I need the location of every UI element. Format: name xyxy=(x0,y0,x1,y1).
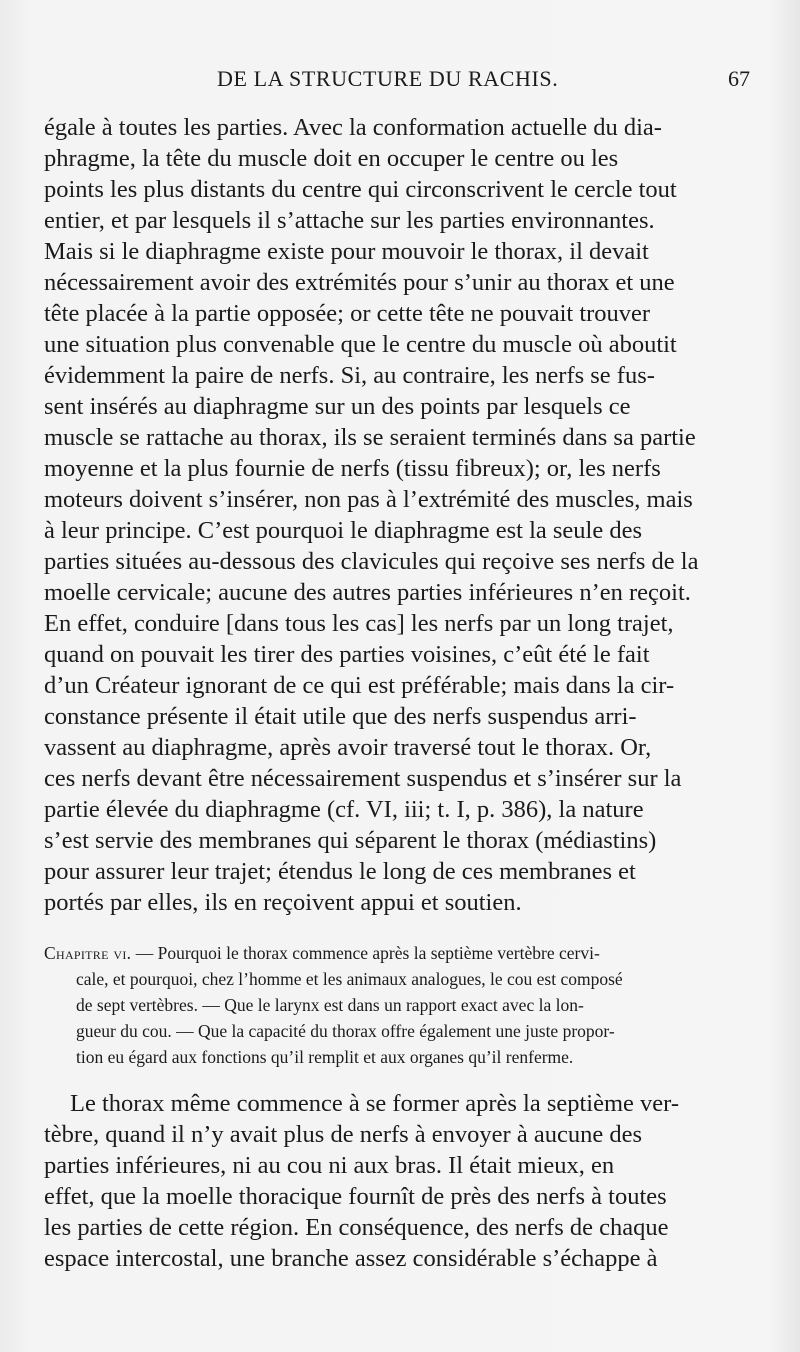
text-line: portés par elles, ils en reçoivent appui et soutien. xyxy=(44,889,522,916)
text-line: sent insérés au diaphragme sur un des points par lesquels ce xyxy=(44,393,631,420)
text-line: points les plus distants du centre qui circonscrivent le cercle tout xyxy=(44,176,677,203)
text-line: muscle se rattache au thorax, ils se seraient terminés dans sa partie xyxy=(44,424,696,451)
text-line: moelle cervicale; aucune des autres parties inférieures n’en reçoit. xyxy=(44,579,691,606)
summary-line: gueur du cou. — Que la capacité du thorax offre également une juste propor- xyxy=(76,1021,615,1041)
summary-line: de sept vertèbres. — Que le larynx est dans un rapport exact avec la lon- xyxy=(76,995,584,1015)
text-line: d’un Créateur ignorant de ce qui est préférable; mais dans la cir- xyxy=(44,672,675,699)
text-line: moteurs doivent s’insérer, non pas à l’extrémité des muscles, mais xyxy=(44,486,693,513)
summary-line: tion eu égard aux fonctions qu’il remplit et aux organes qu’il renferme. xyxy=(76,1047,574,1067)
text-line: à leur principe. C’est pourquoi le diaphragme est la seule des xyxy=(44,517,643,544)
text-line: parties inférieures, ni au cou ni aux bras. Il était mieux, en xyxy=(44,1152,615,1179)
text-line: nécessairement avoir des extrémités pour s’unir au thorax et une xyxy=(44,269,675,296)
text-line: partie élevée du diaphragme (cf. VI, iii; t. I, p. 386), la nature xyxy=(44,796,644,823)
text-line: effet, que la moelle thoracique fournît de près des nerfs à toutes xyxy=(44,1183,667,1210)
text-line: s’est servie des membranes qui séparent le thorax (médiastins) xyxy=(44,827,657,854)
text-line: constance présente il était utile que des nerfs suspendus arri- xyxy=(44,703,637,730)
text-line: entier, et par lesquels il s’attache sur les parties environnantes. xyxy=(44,207,655,234)
chapter-label: Chapitre vi. xyxy=(44,943,132,963)
text-line: tèbre, quand il n’y avait plus de nerfs à envoyer à aucune des xyxy=(44,1121,642,1148)
text-line: phragme, la tête du muscle doit en occuper le centre ou les xyxy=(44,145,619,172)
text-line: évidemment la paire de nerfs. Si, au contraire, les nerfs se fus- xyxy=(44,362,655,389)
text-line: Mais si le diaphragme existe pour mouvoir le thorax, il devait xyxy=(44,238,649,265)
text-line: quand on pouvait les tirer des parties voisines, c’eût été le fait xyxy=(44,641,650,668)
text-line: moyenne et la plus fournie de nerfs (tissu fibreux); or, les nerfs xyxy=(44,455,661,482)
running-title: DE LA STRUCTURE DU RACHIS. xyxy=(217,66,559,91)
text-line: une situation plus convenable que le centre du muscle où aboutit xyxy=(44,331,677,358)
text-line: espace intercostal, une branche assez considérable s’échappe à xyxy=(44,1245,658,1272)
summary-line xyxy=(44,940,600,966)
text-line: vassent au diaphragme, après avoir traversé tout le thorax. Or, xyxy=(44,734,652,761)
text-line: tête placée à la partie opposée; or cette tête ne pouvait trouver xyxy=(44,300,651,327)
text-line: En effet, conduire [dans tous les cas] les nerfs par un long trajet, xyxy=(44,610,674,637)
text-line: ces nerfs devant être nécessairement suspendus et s’insérer sur la xyxy=(44,765,682,792)
page-header xyxy=(0,66,800,102)
summary-line: cale, et pourquoi, chez l’homme et les animaux analogues, le cou est composé xyxy=(76,969,623,989)
text-line: pour assurer leur trajet; étendus le long de ces membranes et xyxy=(44,858,636,885)
text-line: Le thorax même commence à se former après la septième ver- xyxy=(70,1090,679,1117)
page-number: 67 xyxy=(728,66,750,91)
summary-line-text: — Pourquoi le thorax commence après la septième vertèbre cervi- xyxy=(131,943,600,963)
text-line: parties situées au-dessous des clavicules qui reçoive ses nerfs de la xyxy=(44,548,699,575)
text-line: égale à toutes les parties. Avec la conformation actuelle du dia- xyxy=(44,114,662,141)
text-line: les parties de cette région. En conséquence, des nerfs de chaque xyxy=(44,1214,669,1241)
